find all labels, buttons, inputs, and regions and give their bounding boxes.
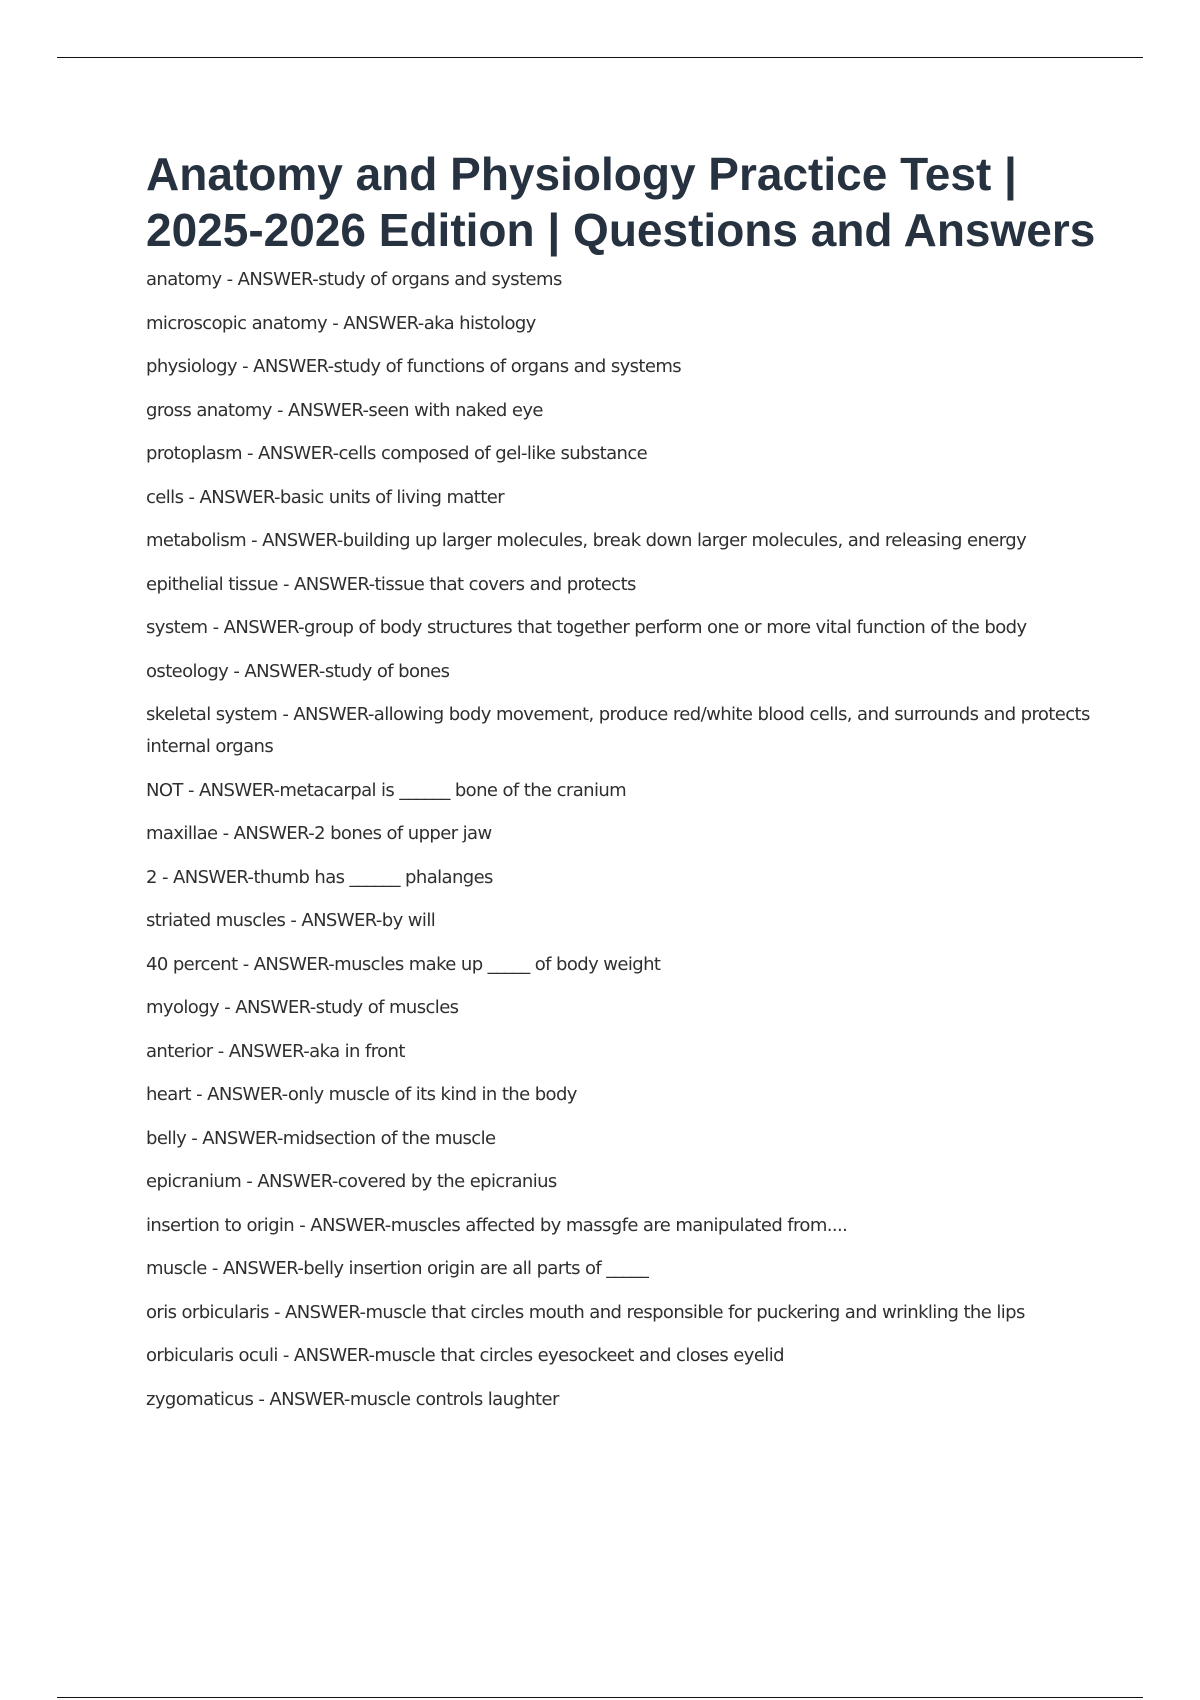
bottom-rule (57, 1697, 1143, 1698)
qa-item: insertion to origin - ANSWER-muscles affected by massgfe are manipulated from.... (146, 1214, 848, 1236)
qa-item: protoplasm - ANSWER-cells composed of gel-like substance (146, 443, 648, 464)
qa-item: heart - ANSWER-only muscle of its kind in the body (146, 1084, 577, 1105)
qa-item: metabolism - ANSWER-building up larger molecules, break down larger molecules, and releasing energy (146, 530, 1027, 551)
qa-item: system - ANSWER-group of body structures that together perform one or more vital function of the body (146, 617, 1027, 638)
qa-item: orbicularis oculi - ANSWER-muscle that circles eyesockeet and closes eyelid (146, 1345, 784, 1366)
qa-item: maxillae - ANSWER-2 bones of upper jaw (146, 823, 492, 844)
qa-item: 40 percent - ANSWER-muscles make up _____ of body weight (146, 953, 661, 975)
qa-item: anatomy - ANSWER-study of organs and systems (146, 269, 562, 290)
qa-item: zygomaticus - ANSWER-muscle controls laughter (146, 1388, 559, 1410)
document-title: Anatomy and Physiology Practice Test | 2025-2026 Edition | Questions and Answers (146, 148, 1096, 256)
qa-item: physiology - ANSWER-study of functions of organs and systems (146, 356, 682, 377)
qa-item: belly - ANSWER-midsection of the muscle (146, 1127, 496, 1149)
qa-item: myology - ANSWER-study of muscles (146, 997, 459, 1018)
qa-list (146, 264, 1106, 1416)
qa-item: oris orbicularis - ANSWER-muscle that circles mouth and responsible for puckering and wrinkling the lips (146, 1301, 1025, 1323)
qa-item: striated muscles - ANSWER-by will (146, 910, 436, 931)
qa-item: epicranium - ANSWER-covered by the epicranius (146, 1171, 557, 1192)
qa-item: anterior - ANSWER-aka in front (146, 1040, 405, 1062)
qa-item: osteology - ANSWER-study of bones (146, 660, 450, 682)
qa-item: epithelial tissue - ANSWER-tissue that covers and protects (146, 573, 636, 595)
top-rule (57, 57, 1143, 58)
document-body (146, 146, 1106, 1427)
qa-item: cells - ANSWER-basic units of living matter (146, 486, 505, 508)
qa-item: skeletal system - ANSWER-allowing body movement, produce red/white blood cells, and surrounds and protects internal organs (146, 704, 1090, 757)
qa-item: microscopic anatomy - ANSWER-aka histology (146, 312, 536, 334)
qa-item: 2 - ANSWER-thumb has ______ phalanges (146, 866, 493, 888)
qa-item: muscle - ANSWER-belly insertion origin are all parts of _____ (146, 1258, 649, 1279)
qa-item: gross anatomy - ANSWER-seen with naked eye (146, 399, 543, 421)
qa-item: NOT - ANSWER-metacarpal is ______ bone of the cranium (146, 779, 627, 801)
